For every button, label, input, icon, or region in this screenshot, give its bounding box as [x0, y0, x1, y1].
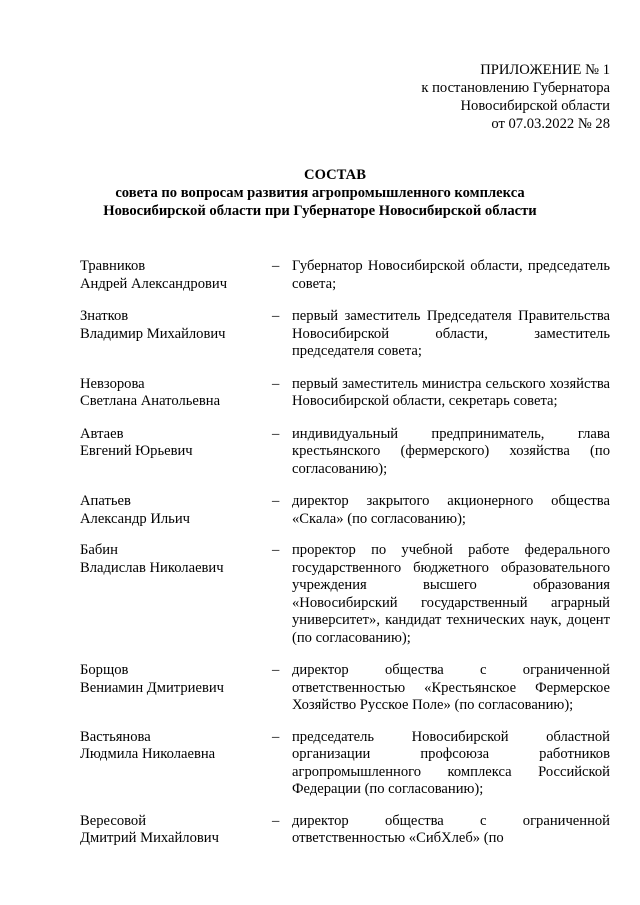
member-dash: –	[272, 728, 280, 745]
member-surname: Вастьянова	[80, 728, 151, 745]
member-role: проректор по учебной работе федерального государственного бюджетного образовательного учреждения высшего образования «Новосибирский государственный аграрный университет», кандидат технических наук, доцент (по согласованию);	[292, 542, 610, 646]
member-row	[80, 308, 610, 361]
member-row	[80, 542, 610, 647]
member-dash: –	[272, 662, 280, 678]
member-row	[80, 813, 610, 848]
member-role: первый заместитель Председателя Правительства Новосибирской области, заместитель председателя совета;	[292, 308, 610, 359]
title-line-2: совета по вопросам развития агропромышленного комплекса	[115, 185, 525, 201]
member-given-names: Дмитрий Михайлович	[80, 830, 219, 846]
title-main: СОСТАВ	[304, 167, 366, 183]
member-surname: Невзорова	[80, 375, 145, 392]
member-dash: –	[272, 493, 280, 509]
member-dash: –	[272, 308, 280, 324]
member-row	[80, 493, 610, 528]
member-row	[80, 729, 610, 799]
member-name	[80, 493, 272, 528]
member-dash: –	[272, 542, 280, 558]
member-surname: Автаев	[80, 425, 124, 442]
member-dash: –	[272, 375, 280, 392]
member-role: директор общества с ограниченной ответственностью «Крестьянское Фермерское Хозяйство Русское Поле» (по согласованию);	[292, 662, 610, 713]
member-role: индивидуальный предприниматель, глава крестьянского (фермерского) хозяйства (по согласованию);	[292, 425, 610, 477]
appendix-resolution-ref: к постановлению Губернатора	[421, 80, 610, 96]
member-name	[80, 308, 272, 343]
member-row	[80, 376, 610, 411]
member-dash: –	[272, 812, 280, 829]
member-role: директор общества с ограниченной ответственностью «СибХлеб» (по	[292, 812, 610, 846]
member-given-names: Владислав Николаевич	[80, 559, 224, 576]
member-surname: Вересовой	[80, 812, 147, 829]
member-surname: Знатков	[80, 308, 129, 324]
title-line-3: Новосибирской области при Губернаторе Новосибирской области	[103, 203, 537, 219]
member-name	[80, 542, 272, 577]
appendix-date-number: от 07.03.2022 № 28	[491, 116, 610, 132]
member-dash: –	[272, 258, 280, 274]
member-name	[80, 662, 272, 697]
appendix-region: Новосибирской области	[460, 98, 610, 114]
member-role: председатель Новосибирской областной организации профсоюза работников агропромышленного комплекса Российской Федерации (по согласованию);	[292, 728, 610, 797]
member-name	[80, 729, 272, 764]
member-name	[80, 426, 272, 461]
member-given-names: Владимир Михайлович	[80, 325, 226, 342]
member-role: Губернатор Новосибирской области, председатель совета;	[292, 258, 610, 292]
member-row	[80, 426, 610, 479]
member-surname: Борщов	[80, 662, 129, 678]
member-dash: –	[272, 425, 280, 442]
member-given-names: Андрей Александрович	[80, 275, 228, 292]
member-name	[80, 813, 272, 848]
appendix-number: ПРИЛОЖЕНИЕ № 1	[480, 62, 610, 78]
member-given-names: Вениамин Дмитриевич	[80, 679, 224, 696]
member-role: первый заместитель министра сельского хозяйства Новосибирской области, секретарь совета;	[292, 375, 610, 409]
member-row	[80, 662, 610, 715]
member-given-names: Светлана Анатольевна	[80, 393, 221, 409]
appendix-header	[370, 61, 610, 133]
member-given-names: Александр Ильич	[80, 510, 190, 527]
document-title	[0, 166, 640, 220]
member-name	[80, 376, 272, 411]
member-row	[80, 258, 610, 293]
member-role: директор закрытого акционерного общества «Скала» (по согласованию);	[292, 493, 610, 527]
member-name	[80, 258, 272, 293]
members-list	[80, 258, 610, 848]
member-surname: Апатьев	[80, 493, 131, 509]
member-given-names: Евгений Юрьевич	[80, 443, 193, 459]
member-given-names: Людмила Николаевна	[80, 746, 216, 762]
member-surname: Бабин	[80, 542, 118, 558]
member-surname: Травников	[80, 258, 146, 274]
